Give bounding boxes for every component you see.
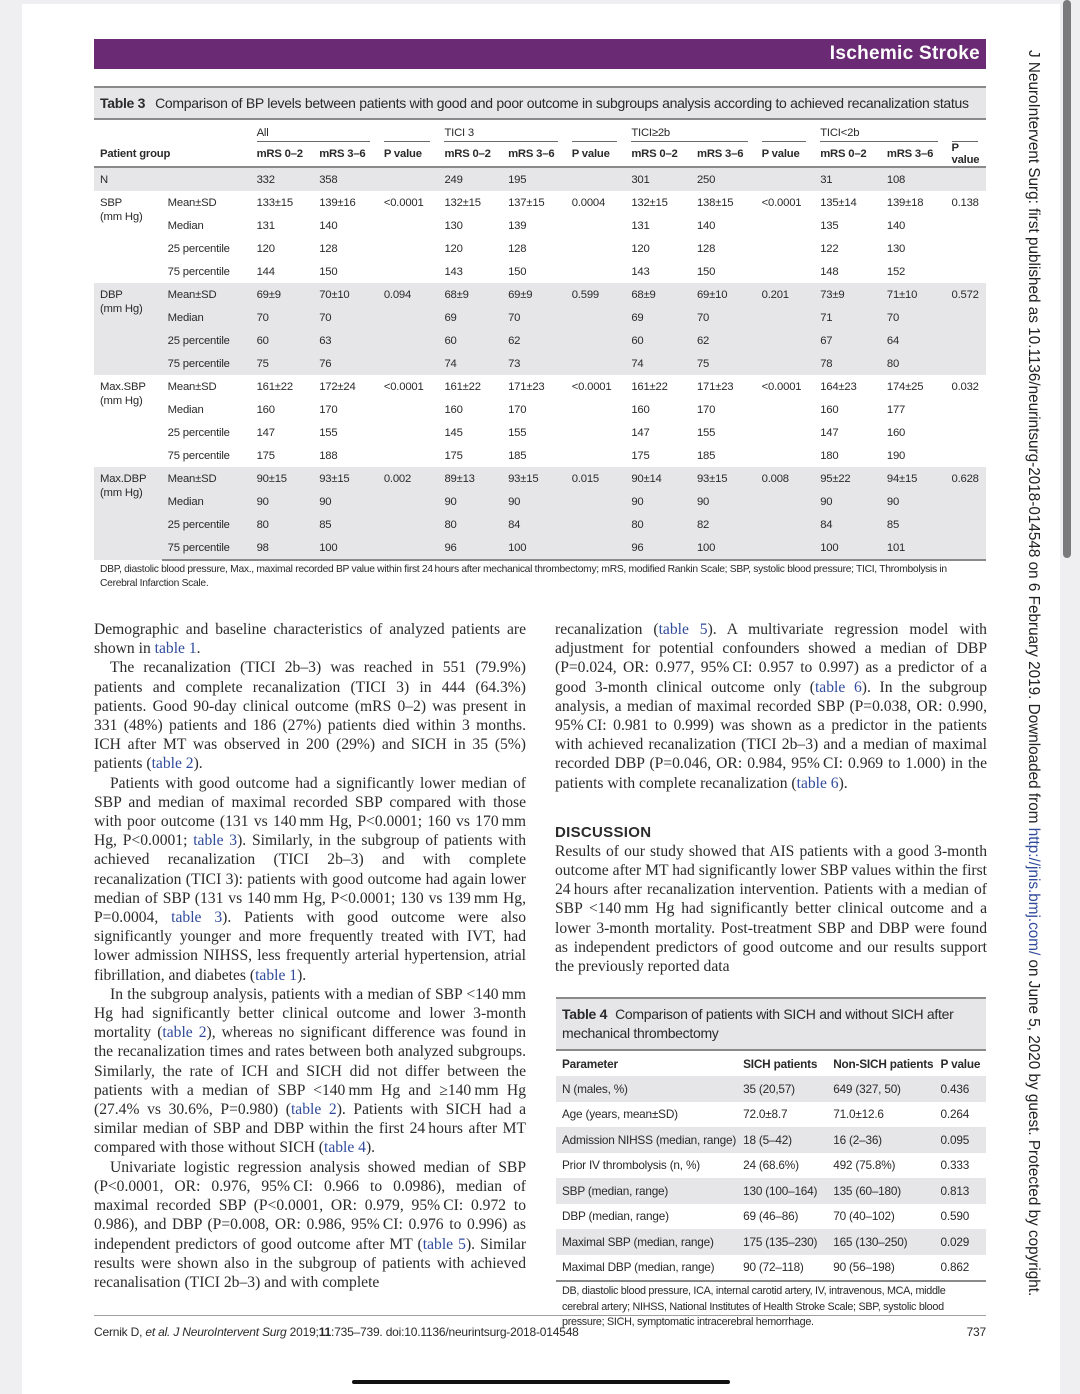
citation: Cernik D, et al. J NeuroIntervent Surg 2019;11:735–739. doi:10.1136/neurintsurg-2018-014548 <box>94 1325 579 1339</box>
row-group-label: DBP (mm Hg) <box>94 283 162 375</box>
table-row: Max.DBP (mm Hg) Mean±SD 90±15 93±15 0.002 89±13 93±15 0.015 90±14 93±15 0.008 95±22 94±15 0.628 <box>94 467 986 490</box>
paragraph: In the subgroup analysis, patients with a median of SBP <140 mm Hg had significantly better clinical outcome and lower 3-month mortality (table 2), whereas no significant difference was found in the recanalization times and rates between both analyzed subgroups. Similarly, the rate of ICH and SICH did not differ between the patients with a median of SBP <140 mm Hg and ≥140 mm Hg (27.4% vs 30.6%, P=0.980) (table 2). Patients with SICH had a similar median of SBP and DBP within the first 24 hours after MT compared with those without SICH (table 4). <box>94 985 526 1157</box>
table-row: 75 percentile 75 76 74 73 74 75 78 80 <box>94 352 986 375</box>
table-3-title: Comparison of BP levels between patients with good and poor outcome in subgroups analysis according to achieved recanalization status <box>155 95 969 111</box>
table-link[interactable]: table 2 <box>290 1101 337 1119</box>
paragraph: recanalization (table 5). A multivariate regression model with adjustment for potential confounders showed a median of DBP (P=0.024, OR: 0.977, 95% CI: 0.957 to 0.997) as a predictor of a good 3-month clinical outcome only (table 6). In the subgroup analysis, a median of maximal recorded SBP (P=0.038, OR: 0.990, 95% CI: 0.981 to 0.999) was shown as a predictor in the patients with achieved recanalization (TICI 2b–3) and a median of maximal recorded DBP (P=0.046, OR: 0.984, 95% CI: 0.969 to 1.000) in the patients with complete recanalization (table 6). <box>555 621 987 792</box>
paragraph: The recanalization (TICI 2b–3) was reached in 551 (79.9%) patients and complete recanalization (TICI 3) in 444 (64.3%) patients. Good 90-day clinical outcome (mRS 0–2) was present in 331 (48%) patients and 186 (27%) patients died within 3 months. ICH after MT was observed in 200 (29%) and SICH in 35 (5%) patients (table 2). <box>94 659 526 773</box>
table-link[interactable]: table 1 <box>154 640 197 658</box>
row-group-label: Max.SBP (mm Hg) <box>100 381 146 407</box>
paragraph: Univariate logistic regression analysis showed median of SBP (P<0.0001, OR: 0.976, 95% CI: 0.966 to 0.0986), median of maximal recorded SBP (P<0.0001, OR: 0.979, 95% CI: 0.972 to 0.986), and DBP (P=0.008, OR: 0.986, 95% CI: 0.976 to 0.996) as independent predictors of good outcome after MT (table 5). Similar results were shown also in the subgroup of patients with achieved recanalisation (TICI 2b–3) and with complete <box>94 1158 527 1291</box>
table-row: Median 160 170 160 170 160 170 160 177 <box>167 403 906 416</box>
table-4 <box>556 997 986 1333</box>
table-link[interactable]: table 3 <box>171 909 223 927</box>
table-4-label: Table 4 <box>562 1006 608 1022</box>
paragraph: Patients with good outcome had a significantly lower median of SBP and median of maximal recorded SBP compared with those with poor outcome (131 vs 140 mm Hg, P<0.0001; 160 vs 170 mm Hg, P<0.0001; table 3). Similarly, in the subgroup of patients with achieved recanalization (TICI 2b–3) and with complete recanalization (TICI 3): patients with good outcome had again lower median of SBP (131 vs 140 mm Hg, P<0.0001; 130 vs 139 mm Hg, P=0.0004, table 3). Patients with good outcome were also significantly younger and more frequently treated with IVT, had lower admission NIHSS, less frequently arterial hypertension, atrial fibrillation, and diabetes (table 1). <box>94 774 527 984</box>
table-row: Maximal SBP (median, range) 175 (135–230) 165 (130–250) 0.029 <box>556 1229 986 1255</box>
scrollbar[interactable] <box>1063 0 1071 558</box>
row-group-label: SBP (mm Hg) <box>100 197 143 223</box>
table-4-footnote: DB, diastolic blood pressure, ICA, internal carotid artery, IV, intravenous, MCA, middle cerebral artery; NIHSS, National Institutes of Health Stroke Scale; SBP, systolic blood pressure; SICH, symptomatic intracerebral hemorrhage. <box>562 1285 946 1328</box>
table-4-grid <box>556 1051 986 1282</box>
table-row: Median 90 90 90 90 90 90 90 90 <box>94 490 986 513</box>
side-copyright-notice: J NeuroIntervent Surg: first published as 10.1136/neurintsurg-2018-014548 on 6 February 2019. Downloaded from http://jnis.bmj.com/ on June 5, 2020 by guest. Protected by copyright. <box>1025 50 1042 1297</box>
group-tici-lt2b: TICI<2b <box>820 127 937 142</box>
table-3-label: Table 3 <box>100 95 146 111</box>
body-column-left <box>94 620 526 1292</box>
table-row: N (males, %) 35 (20,57) 649 (327, 50) 0.436 <box>556 1076 986 1102</box>
table-row: SBP (median, range) 130 (100–164) 135 (60–180) 0.813 <box>556 1178 986 1204</box>
body-column-right <box>555 620 987 976</box>
table-row: DBP (mm Hg) Mean±SD 69±9 70±10 0.094 68±9 69±9 0.599 68±9 69±10 0.201 73±9 71±10 0.572 <box>94 283 986 306</box>
section-title: Ischemic Stroke <box>829 43 980 64</box>
table-4-title: Comparison of patients with SICH and without SICH after mechanical thrombectomy <box>562 1006 954 1041</box>
table-row: 75 percentile 144 150 143 150 143 150 148 152 <box>167 265 906 278</box>
table-link[interactable]: table 6 <box>796 774 839 792</box>
paragraph: Demographic and baseline characteristics of analyzed patients are shown in table 1. <box>94 621 526 658</box>
table-row: Median 131 140 130 139 131 140 135 140 <box>167 219 906 232</box>
table-row: 25 percentile 80 85 80 84 80 82 84 85 <box>94 513 986 536</box>
page-number: 737 <box>966 1325 986 1339</box>
table-3-footnote: DBP, diastolic blood pressure, Max., maximal recorded BP value within first 24 hours after mechanical thrombectomy; mRS, modified Rankin Scale; SBP, systolic blood pressure; TICI, Thrombolysis in Cerebral Infarction Scale. <box>100 564 947 589</box>
discussion-heading: DISCUSSION <box>555 823 652 841</box>
table-4-caption <box>556 997 986 1051</box>
table-4-header-row: Parameter SICH patients Non-SICH patients P value <box>562 1056 981 1071</box>
table-link[interactable]: table 5 <box>658 621 708 638</box>
group-tici-ge2b: TICI≥2b <box>631 127 747 142</box>
table-link[interactable]: table 6 <box>814 678 862 696</box>
discussion-paragraph: Results of our study showed that AIS patients with a good 3-month outcome after MT had significantly lower SBP values within the first 24 hours after recanalization intervention. Patients with a median of SBP <140 mm Hg had significantly better clinical outcome and a lower 3-month mortality. Post-treatment SBP and DBP were found as independent predictors of good outcome and our results support the previously reported data <box>555 842 987 976</box>
section-banner <box>94 39 986 69</box>
table-row-n: N 332 358 249 195 301 250 31 108 <box>94 167 986 191</box>
group-all: All <box>257 127 370 142</box>
table-link[interactable]: table 5 <box>422 1235 466 1253</box>
table-link[interactable]: table 2 <box>151 755 194 773</box>
table-row: 25 percentile 147 155 145 155 147 155 147 160 <box>167 426 906 439</box>
table-row: 75 percentile 175 188 175 185 175 185 180 190 <box>167 449 906 462</box>
table-row: Max.SBP (mm Hg) Mean±SD 161±22 172±24 <0.0001 161±22 171±23 <0.0001 161±22 171±23 <0.0001 164±23 174±25 0.032 <box>94 375 986 398</box>
group-tici3: TICI 3 <box>444 127 557 142</box>
table-row: SBP (mm Hg) Mean±SD 133±15 139±16 <0.0001 132±15 137±15 0.0004 132±15 138±15 <0.0001 135±14 139±18 0.138 <box>94 191 986 214</box>
table-link[interactable]: table 3 <box>193 832 238 850</box>
table-link[interactable]: table 4 <box>323 1139 366 1157</box>
table-row: Prior IV thrombolysis (n, %) 24 (68.6%) 492 (75.8%) 0.333 <box>562 1158 970 1173</box>
table-3-header-row: Patient group mRS 0–2 mRS 3–6 P value mRS 0–2 mRS 3–6 P value mRS 0–2 mRS 3–6 P value mRS 0–2 mRS 3–6 P value <box>94 142 986 167</box>
row-group-label: Max.DBP (mm Hg) <box>94 467 162 560</box>
table-3-caption <box>94 86 986 120</box>
table-row: 75 percentile 98 100 96 100 96 100 100 101 <box>94 536 986 560</box>
table-row: Maximal DBP (median, range) 90 (72–118) 90 (56–198) 0.862 <box>556 1255 986 1282</box>
table-row: 25 percentile 60 63 60 62 60 62 67 64 <box>94 329 986 352</box>
table-row: Admission NIHSS (median, range) 18 (5–42) 16 (2–36) 0.095 <box>556 1127 986 1153</box>
table-row: 25 percentile 120 128 120 128 120 128 122 130 <box>167 242 906 255</box>
table-row: Median 70 70 69 70 69 70 71 70 <box>94 306 986 329</box>
table-row: DBP (median, range) 69 (46–86) 70 (40–102) 0.590 <box>562 1209 970 1224</box>
home-indicator[interactable] <box>352 1380 730 1384</box>
table-3-grid <box>94 120 986 561</box>
table-row: Age (years, mean±SD) 72.0±8.7 71.0±12.6 0.264 <box>562 1107 970 1122</box>
page-footer <box>94 1315 986 1339</box>
table-3 <box>94 86 986 593</box>
jnis-link[interactable]: http://jnis.bmj.com/ <box>1025 827 1042 956</box>
table-link[interactable]: table 2 <box>162 1024 207 1042</box>
table-link[interactable]: table 1 <box>255 966 298 984</box>
